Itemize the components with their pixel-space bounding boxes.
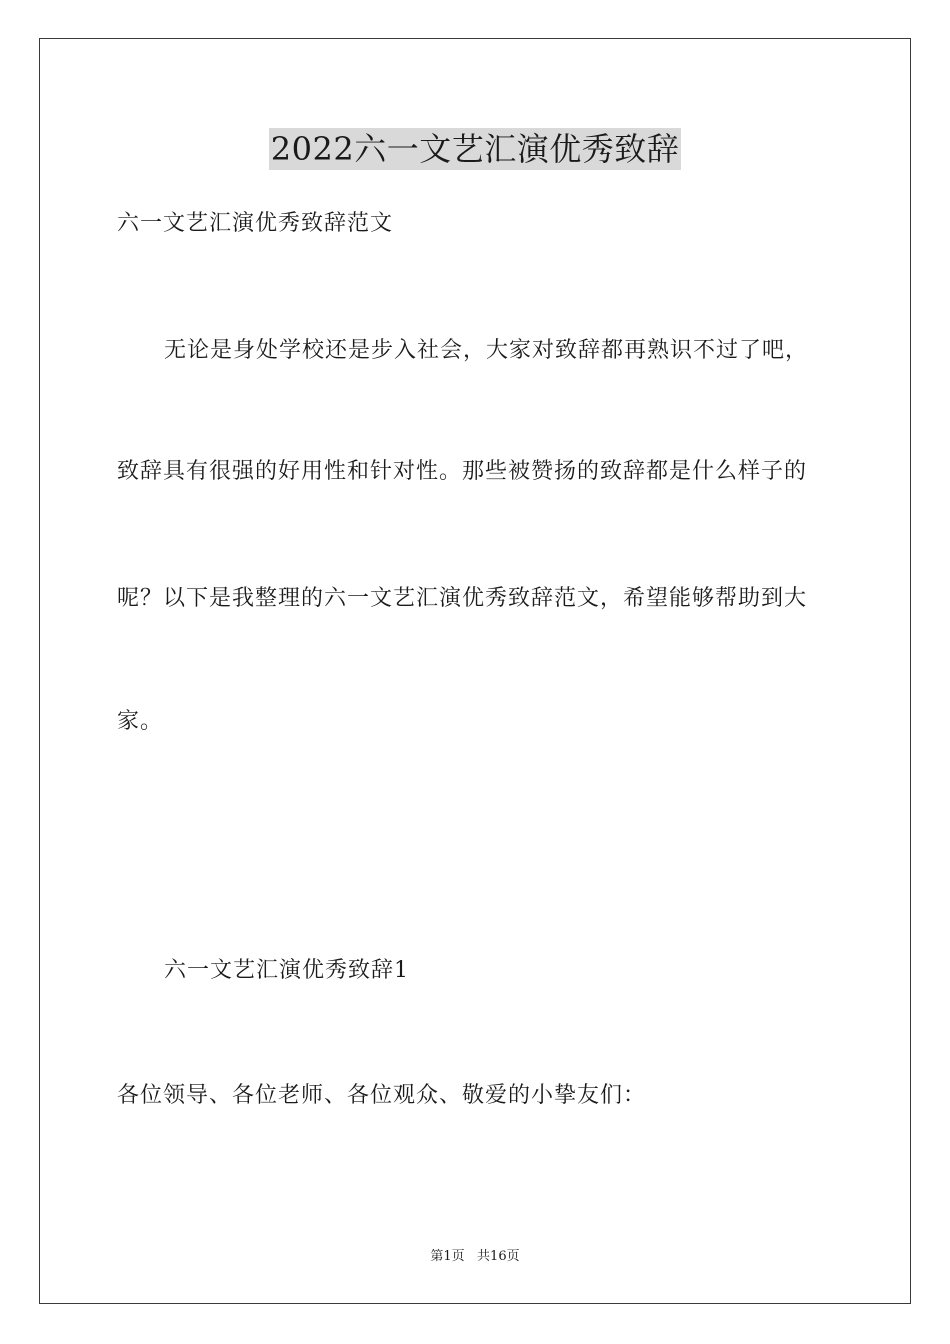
- intro-line-4: 家。: [117, 709, 164, 734]
- intro-line-1: 无论是身处学校还是步入社会，大家对致辞都再熟识不过了吧，: [164, 338, 809, 363]
- page-number-footer: 第1页 共16页: [430, 1249, 520, 1264]
- intro-line-2: 致辞具有很强的好用性和针对性。那些被赞扬的致辞都是什么样子的: [117, 459, 808, 484]
- title-container: [0, 128, 950, 170]
- section-heading: 六一文艺汇演优秀致辞1: [164, 958, 409, 983]
- greeting-line: 各位领导、各位老师、各位观众、敬爱的小挚友们：: [117, 1083, 647, 1108]
- intro-line-3: 呢？以下是我整理的六一文艺汇演优秀致辞范文，希望能够帮助到大: [117, 586, 808, 611]
- document-title: 2022六一文艺汇演优秀致辞: [270, 130, 680, 168]
- document-subtitle: 六一文艺汇演优秀致辞范文: [117, 211, 394, 236]
